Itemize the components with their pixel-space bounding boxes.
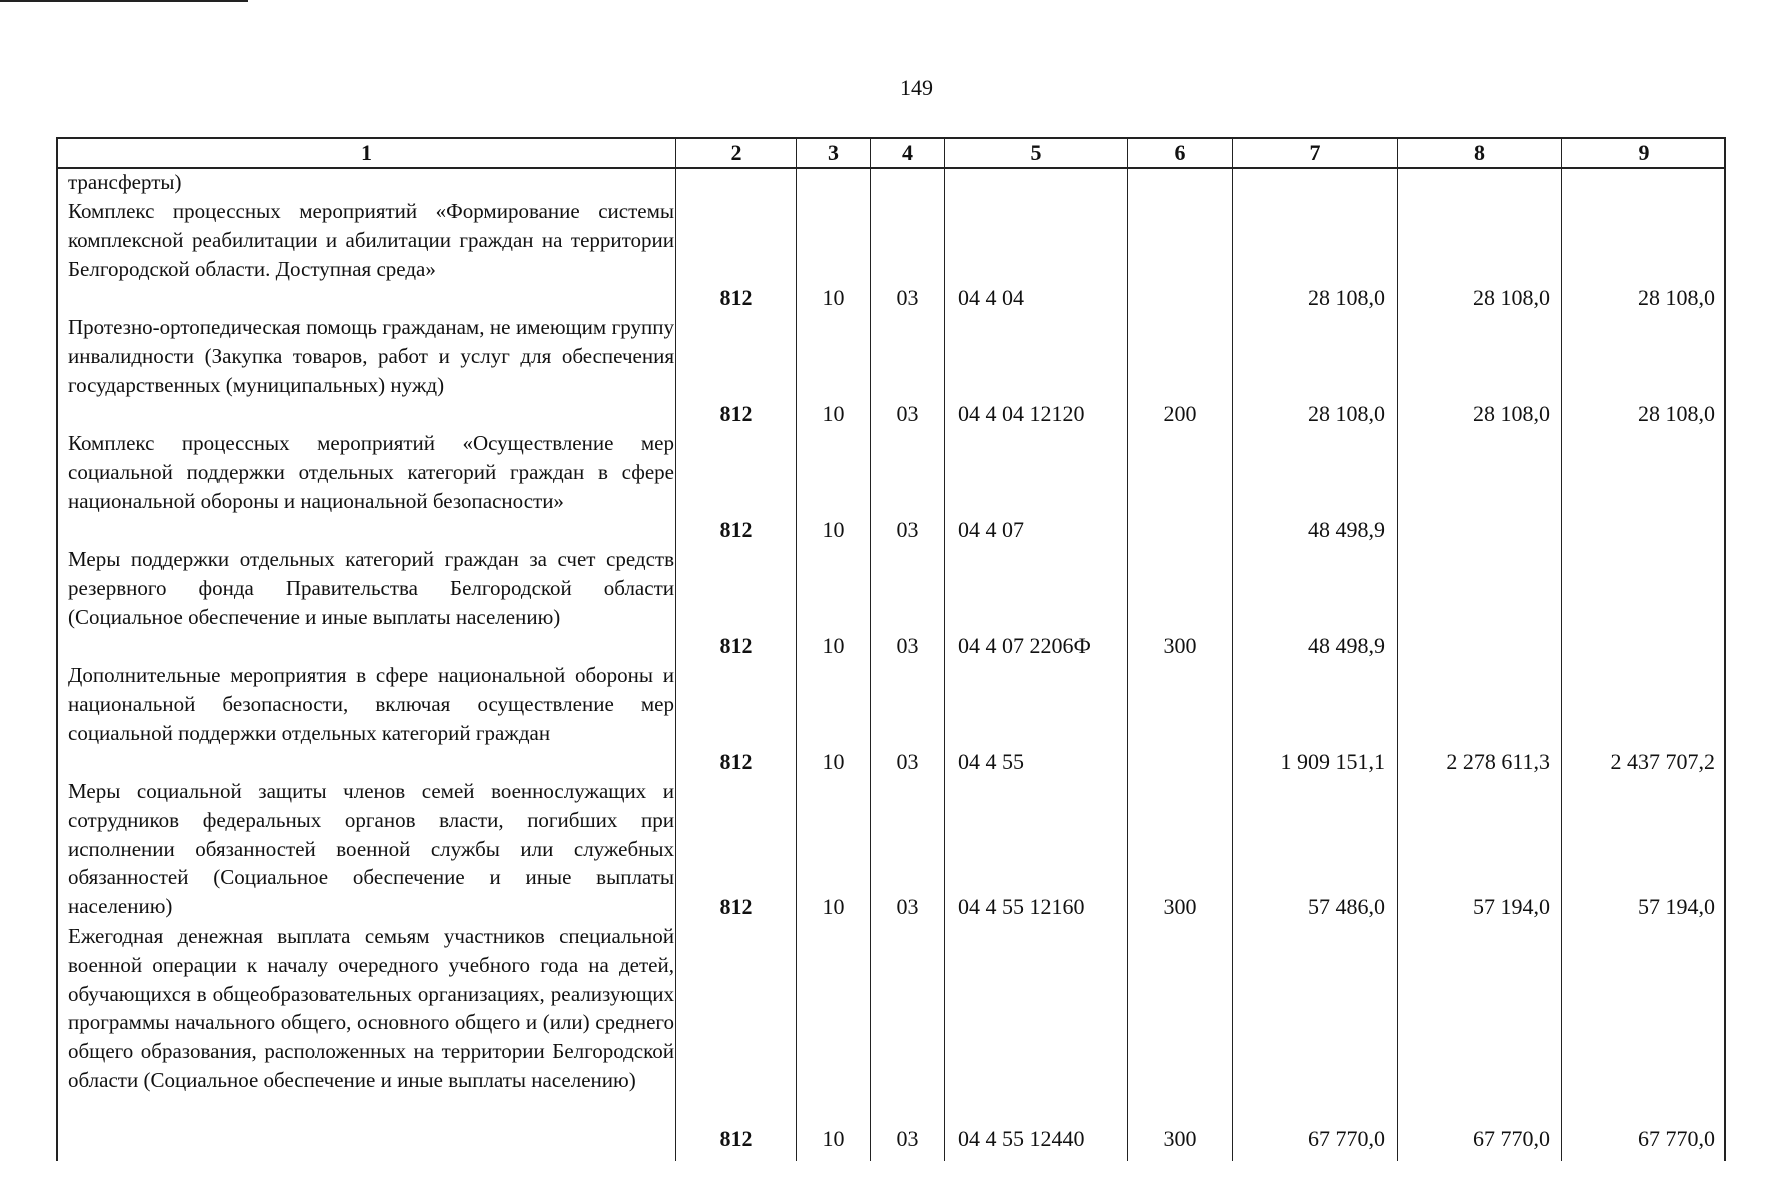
cell-code-812: 812 xyxy=(719,285,753,310)
cell-amount-col9: 67 770,0 xyxy=(1638,1126,1715,1151)
cell-amount-col8: 67 770,0 xyxy=(1473,1126,1550,1151)
cell-code-812: 812 xyxy=(719,894,753,919)
cell-subsection: 03 xyxy=(896,517,919,542)
cell-amount-col8: 28 108,0 xyxy=(1473,401,1550,426)
cell-subsection: 03 xyxy=(896,633,919,658)
cell-code-812: 812 xyxy=(719,633,753,658)
column-divider xyxy=(944,139,945,1161)
cell-amount-col7: 28 108,0 xyxy=(1308,401,1385,426)
cell-amount-col9: 28 108,0 xyxy=(1638,401,1715,426)
cell-section: 10 xyxy=(822,633,845,658)
cell-amount-col7: 48 498,9 xyxy=(1308,517,1385,542)
cell-code-812: 812 xyxy=(719,1126,753,1151)
row-description: трансферты) xyxy=(68,170,182,194)
cell-amount-col7: 1 909 151,1 xyxy=(1280,749,1385,774)
cell-amount-col7: 67 770,0 xyxy=(1308,1126,1385,1151)
cell-expense-type: 300 xyxy=(1163,1126,1197,1151)
row-description: Комплекс процессных мероприятий «Формирование системы комплексной реабилитации и абилитации граждан на территории Белгородской области. Доступная среда» xyxy=(68,199,674,281)
cell-expense-type: 300 xyxy=(1163,894,1197,919)
cell-amount-col8: 28 108,0 xyxy=(1473,285,1550,310)
cell-section: 10 xyxy=(822,401,845,426)
header-col-6: 6 xyxy=(1174,140,1186,165)
header-col-9: 9 xyxy=(1638,140,1650,165)
cell-subsection: 03 xyxy=(896,285,919,310)
cell-section: 10 xyxy=(822,894,845,919)
cell-section: 10 xyxy=(822,517,845,542)
row-description: Комплекс процессных мероприятий «Осуществление мер социальной поддержки отдельных категорий граждан в сфере национальной обороны и национальной безопасности» xyxy=(68,431,674,513)
cell-target-article: 04 4 55 xyxy=(958,749,1024,774)
cell-subsection: 03 xyxy=(896,401,919,426)
row-description: Ежегодная денежная выплата семьям участников специальной военной операции к началу очередного учебного года на детей, обучающихся в общеобразовательных организациях, реализующих программы начального общего, основного общего и (или) среднего общего образования, расположенных на территории Белгородской области (Социальное обеспечение и иные выплаты населению) xyxy=(68,924,674,1092)
cell-target-article: 04 4 07 xyxy=(958,517,1024,542)
cell-amount-col9: 28 108,0 xyxy=(1638,285,1715,310)
cell-subsection: 03 xyxy=(896,1126,919,1151)
cell-target-article: 04 4 55 12160 xyxy=(958,894,1085,919)
cell-amount-col8: 57 194,0 xyxy=(1473,894,1550,919)
row-description: Меры социальной защиты членов семей военнослужащих и сотрудников федеральных органов власти, погибших при исполнении обязанностей военной службы или служебных обязанностей (Социальное обеспечение и иные выплаты населению) xyxy=(68,779,674,919)
header-col-8: 8 xyxy=(1474,140,1485,165)
row-description: Протезно-ортопедическая помощь гражданам, не имеющим группу инвалидности (Закупка товаров, работ и услуг для обеспечения государственных (муниципальных) нужд) xyxy=(68,315,674,397)
cell-target-article: 04 4 55 12440 xyxy=(958,1126,1085,1151)
cell-section: 10 xyxy=(822,1126,845,1151)
cell-amount-col8: 2 278 611,3 xyxy=(1446,749,1550,774)
cell-expense-type: 300 xyxy=(1163,633,1197,658)
row-description: Меры поддержки отдельных категорий граждан за счет средств резервного фонда Правительства Белгородской области (Социальное обеспечение и иные выплаты населению) xyxy=(68,547,674,629)
top-rule xyxy=(0,0,248,2)
header-col-5: 5 xyxy=(1030,140,1042,165)
cell-target-article: 04 4 07 2206Ф xyxy=(958,633,1091,658)
cell-amount-col7: 28 108,0 xyxy=(1308,285,1385,310)
cell-code-812: 812 xyxy=(719,401,753,426)
header-col-7: 7 xyxy=(1309,140,1321,165)
cell-section: 10 xyxy=(822,285,845,310)
cell-subsection: 03 xyxy=(896,894,919,919)
header-col-1: 1 xyxy=(361,140,372,165)
cell-amount-col7: 48 498,9 xyxy=(1308,633,1385,658)
cell-expense-type: 200 xyxy=(1163,401,1197,426)
header-col-2: 2 xyxy=(730,140,742,165)
cell-code-812: 812 xyxy=(719,517,753,542)
cell-subsection: 03 xyxy=(896,749,919,774)
cell-amount-col9: 57 194,0 xyxy=(1638,894,1715,919)
cell-target-article: 04 4 04 xyxy=(958,285,1024,310)
cell-section: 10 xyxy=(822,749,845,774)
header-col-3: 3 xyxy=(828,140,839,165)
row-description: Дополнительные мероприятия в сфере национальной обороны и национальной безопасности, включая осуществление мер социальной поддержки отдельных категорий граждан xyxy=(68,663,674,745)
header-col-4: 4 xyxy=(902,140,913,165)
cell-code-812: 812 xyxy=(719,749,753,774)
page-number: 149 xyxy=(900,75,933,100)
cell-target-article: 04 4 04 12120 xyxy=(958,401,1085,426)
cell-amount-col9: 2 437 707,2 xyxy=(1610,749,1715,774)
cell-amount-col7: 57 486,0 xyxy=(1308,894,1385,919)
